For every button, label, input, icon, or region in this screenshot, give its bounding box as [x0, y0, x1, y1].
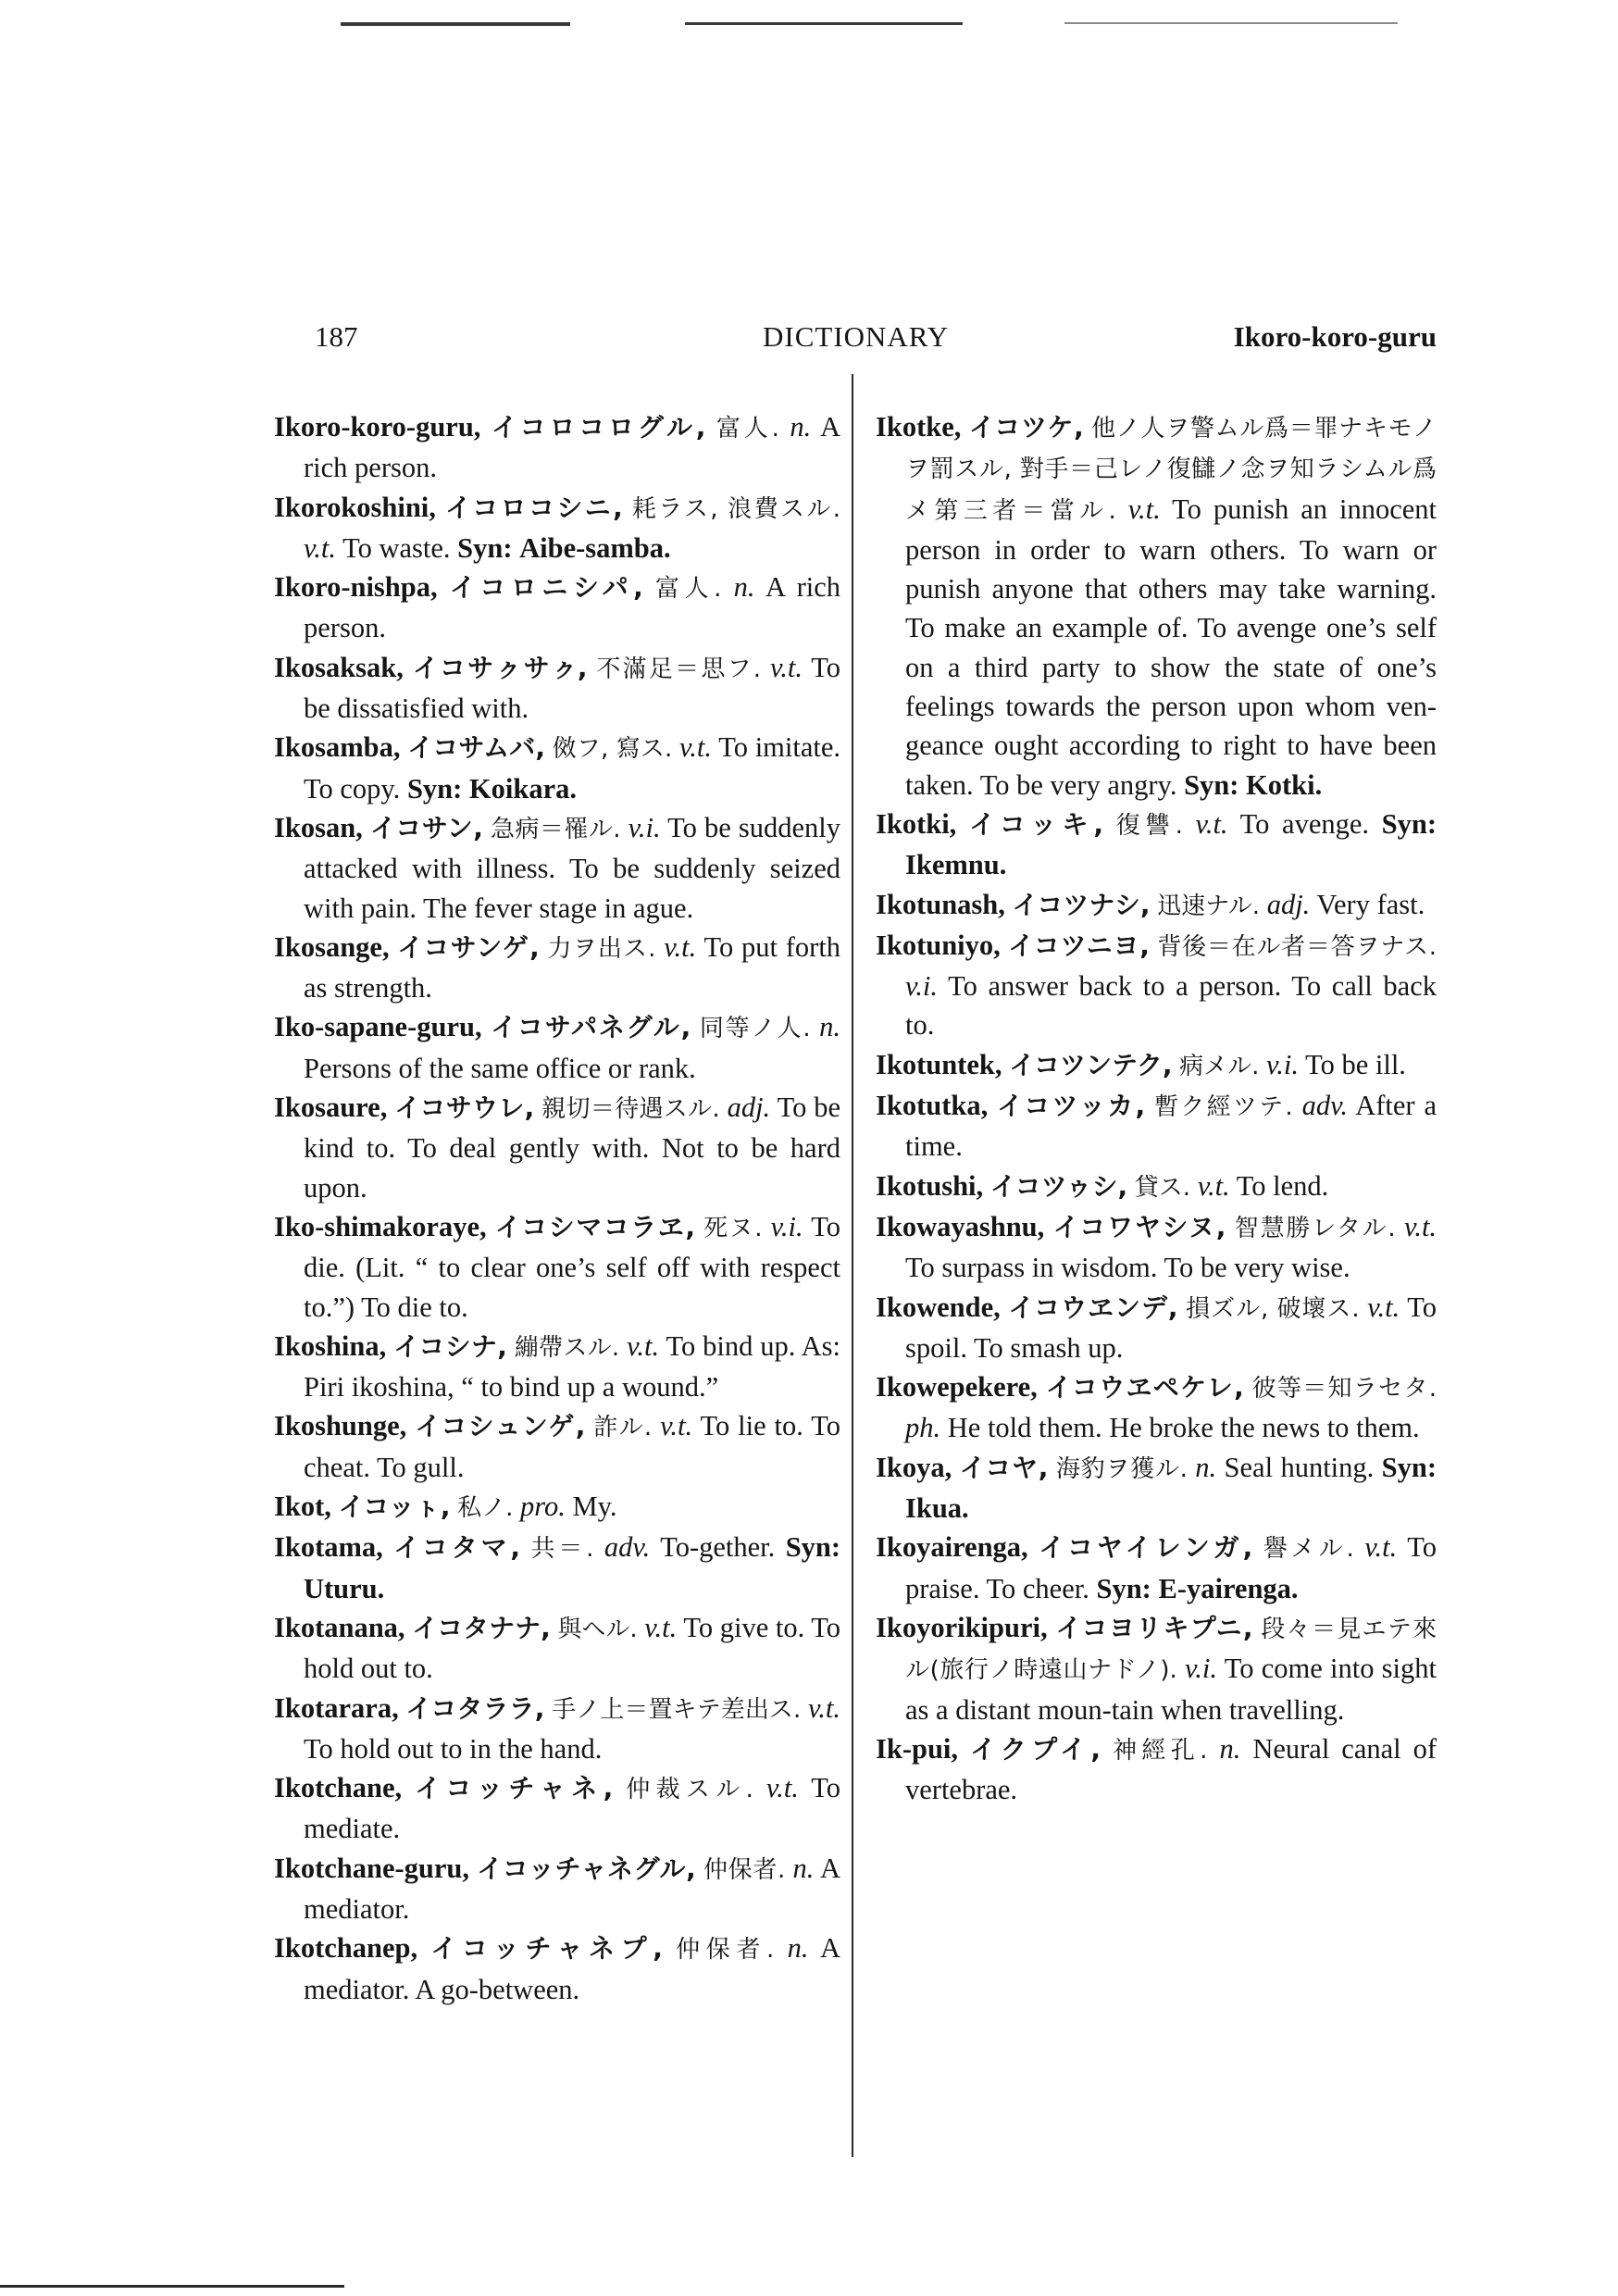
japanese-gloss: 私ノ. — [457, 1494, 514, 1523]
definition: To lie to. To cheat. To gull. — [304, 1410, 841, 1483]
part-of-speech: v.t. — [627, 1329, 660, 1362]
headword: Ikosaure, — [274, 1092, 388, 1124]
part-of-speech: v.i. — [905, 970, 938, 1003]
japanese-gloss: 親切＝待遇スル. — [541, 1095, 720, 1124]
japanese-gloss: 死ヌ. — [703, 1214, 763, 1242]
left-column — [274, 407, 840, 2009]
headword: Ikotarara, — [274, 1691, 399, 1724]
japanese-gloss: 背後＝在ル者＝答ヲナス. — [1157, 932, 1437, 961]
definition: To give to. To hold out to. — [304, 1611, 841, 1685]
katakana-reading: イコツゥシ, — [989, 1170, 1128, 1202]
definition: A rich person. — [304, 411, 841, 484]
page-number: 187 — [315, 320, 358, 353]
part-of-speech: v.t. — [1127, 493, 1161, 525]
katakana-reading: イコサㇰサㇰ, — [412, 652, 588, 683]
katakana-reading: イコヨリキプニ, — [1055, 1612, 1253, 1643]
part-of-speech: v.t. — [678, 731, 712, 764]
katakana-reading: イコツナシ, — [1012, 889, 1151, 920]
guide-word: Ikoro-koro-guru — [1233, 320, 1437, 353]
headword: Ikosan, — [274, 811, 363, 843]
headword: Ikotunash, — [876, 888, 1005, 920]
dictionary-entry — [876, 1528, 1437, 1608]
headword: Ikoro-nishpa, — [274, 571, 438, 604]
dictionary-entry — [876, 805, 1437, 885]
katakana-reading: イコロコシニ, — [444, 492, 623, 523]
definition: To mediate. — [304, 1772, 841, 1845]
definition: To be kind to. To deal gently with. Not to be hard upon. — [304, 1092, 841, 1204]
katakana-reading: イコツンテク, — [1009, 1049, 1173, 1080]
japanese-gloss: 不滿足＝思フ. — [596, 655, 762, 683]
dictionary-entry — [876, 885, 1437, 926]
dictionary-entry — [274, 407, 840, 488]
japanese-gloss: 智慧勝レタル. — [1234, 1214, 1396, 1242]
japanese-gloss: 段々＝見エテ來ル(旅行ノ時遠山ナドノ). — [905, 1615, 1438, 1685]
definition: To answer back to a person. To call back to. — [905, 970, 1438, 1042]
katakana-reading: イコタマ, — [393, 1532, 521, 1564]
running-title: DICTIONARY — [763, 320, 950, 353]
japanese-gloss: 共＝. — [530, 1535, 594, 1564]
headword: Ikotutka, — [876, 1090, 989, 1122]
definition: To avenge. — [1239, 807, 1370, 840]
headword: Ikotuniyo, — [876, 929, 1001, 961]
japanese-gloss: 手ノ上＝置キテ差出ス. — [552, 1695, 802, 1724]
definition: Neural canal of vertebrae. — [905, 1732, 1438, 1806]
part-of-speech: v.i. — [770, 1210, 803, 1242]
synonym-label: Syn: — [457, 531, 513, 564]
dictionary-entry — [274, 1327, 840, 1407]
katakana-reading: イコロニシパ, — [449, 572, 643, 604]
katakana-reading: イコサパネグル, — [491, 1012, 691, 1043]
synonym-label: Syn: — [406, 772, 463, 805]
synonym-label: Syn: — [1096, 1572, 1151, 1604]
part-of-speech: v.t. — [304, 531, 336, 564]
part-of-speech: v.t. — [808, 1691, 840, 1724]
page-header — [309, 320, 1437, 363]
japanese-gloss: 繃帶スル. — [514, 1333, 620, 1362]
japanese-gloss: 彼等＝知ラセタ. — [1251, 1375, 1438, 1404]
part-of-speech: v.i. — [1185, 1653, 1218, 1685]
headword: Ikowayashnu, — [876, 1210, 1045, 1242]
synonym: E-yairenga. — [1158, 1572, 1299, 1604]
synonym-label: Syn: — [1184, 768, 1239, 801]
headword: Ikotchane-guru, — [274, 1852, 469, 1884]
katakana-reading: イコツッカ, — [997, 1091, 1146, 1122]
synonym: Kotki. — [1246, 768, 1323, 801]
japanese-gloss: 詐ル. — [593, 1414, 653, 1442]
headword: Ikoro-koro-guru, — [274, 411, 481, 443]
katakana-reading: イコッチャネグル, — [477, 1853, 696, 1884]
part-of-speech: n. — [733, 571, 755, 604]
japanese-gloss: 他ノ人ヲ警ムル爲＝罪ナキモノヲ罰スル, 對手＝己レノ復讎ノ念ヲ知ラシムル爲メ第三者＝當ル. — [905, 415, 1438, 525]
dictionary-entry — [274, 1007, 840, 1088]
headword: Ikorokoshini, — [274, 491, 436, 523]
part-of-speech: n. — [1219, 1732, 1241, 1765]
japanese-gloss: 傚フ, 寫ス. — [552, 735, 673, 764]
katakana-reading: イコタナナ, — [412, 1612, 551, 1643]
synonym: Ikemnu. — [905, 849, 1007, 881]
headword: Ikotama, — [274, 1531, 383, 1564]
dictionary-entry — [876, 1288, 1437, 1368]
definition: To bind up. As: Piri ikoshina, “ to bind up a wound.” — [304, 1329, 841, 1404]
part-of-speech: v.i. — [628, 811, 661, 843]
definition: To be ill. — [1305, 1048, 1406, 1080]
dictionary-entry — [274, 1406, 840, 1487]
japanese-gloss: 富人. — [655, 575, 722, 604]
dictionary-entry — [876, 1086, 1437, 1167]
definition: To lend. — [1236, 1169, 1329, 1202]
japanese-gloss: 損ズル, 破壞ス. — [1186, 1294, 1360, 1323]
headword: Ikoshina, — [274, 1329, 387, 1362]
dictionary-entry — [876, 1608, 1437, 1729]
definition: To waste. — [342, 531, 451, 564]
definition: Seal hunting. — [1224, 1451, 1375, 1483]
japanese-gloss: 貸ス. — [1134, 1173, 1191, 1202]
katakana-reading: イコワヤシヌ, — [1052, 1211, 1226, 1242]
definition: My. — [572, 1491, 617, 1523]
japanese-gloss: 急病＝罹ル. — [490, 815, 621, 843]
headword: Ikotuntek, — [876, 1048, 1002, 1080]
dictionary-entry — [274, 928, 840, 1008]
headword: Ikot, — [274, 1491, 331, 1523]
japanese-gloss: 仲保者. — [703, 1855, 786, 1884]
column-divider — [852, 374, 853, 2157]
katakana-reading: イコッㇳ, — [338, 1491, 451, 1523]
katakana-reading: イコサンゲ, — [397, 931, 540, 963]
katakana-reading: イコシマコラヱ, — [494, 1211, 695, 1242]
synonym: Koikara. — [468, 772, 577, 805]
part-of-speech: n. — [1195, 1451, 1217, 1483]
katakana-reading: イコッチャネ, — [415, 1773, 614, 1804]
definition: A mediator. — [304, 1852, 841, 1925]
part-of-speech: v.t. — [1364, 1531, 1398, 1564]
japanese-gloss: 耗ラス, 浪費スル. — [631, 494, 841, 523]
definition: A mediator. A go-between. — [304, 1932, 841, 2005]
dictionary-entry — [876, 926, 1437, 1045]
headword: Ikotchane, — [274, 1772, 403, 1804]
definition: To put forth as strength. — [304, 930, 841, 1004]
headword: Ikoya, — [876, 1451, 952, 1483]
japanese-gloss: 暫ク經ツテ. — [1154, 1093, 1293, 1122]
japanese-gloss: 復讐. — [1115, 811, 1183, 840]
part-of-speech: n. — [792, 1852, 815, 1884]
definition: To hold out to in the hand. — [304, 1732, 603, 1765]
japanese-gloss: 神經孔. — [1113, 1736, 1208, 1765]
part-of-speech: n. — [787, 1932, 809, 1965]
definition: He told them. He broke the news to them. — [947, 1412, 1420, 1444]
definition: Very fast. — [1316, 888, 1425, 920]
headword: Ikoyorikipuri, — [876, 1611, 1048, 1643]
headword: Ikotki, — [876, 807, 957, 840]
part-of-speech: adv. — [604, 1531, 651, 1564]
japanese-gloss: 富人. — [716, 415, 779, 443]
definition: To be dissatisfied with. — [304, 651, 841, 725]
dictionary-entry — [274, 1528, 840, 1608]
katakana-reading: イコツケ, — [968, 412, 1084, 443]
part-of-speech: n. — [819, 1011, 841, 1043]
definition: To punish an innocent person in order to warn others. To warn or punish anyone that others may take warning. To make an example of. To avenge one’s self on a third party to show the state of one’s feelings towards the person upon whom ven-geance ought according to right to have been taken. To be very angry. — [905, 493, 1438, 801]
japanese-gloss: 與ヘル. — [557, 1615, 638, 1643]
katakana-reading: イコッチャネプ, — [430, 1933, 663, 1965]
headword: Ikowende, — [876, 1291, 1001, 1323]
definition: To imitate. To copy. — [304, 731, 841, 805]
part-of-speech: v.t. — [765, 1772, 799, 1804]
katakana-reading: イコシナ, — [393, 1330, 507, 1362]
katakana-reading: イコヤ, — [959, 1452, 1049, 1483]
dictionary-entry — [274, 1207, 840, 1327]
dictionary-entry — [274, 808, 840, 928]
dictionary-entry — [274, 1487, 840, 1528]
definition: To die. (Lit. “ to clear one’s self off with respect to.”) To die to. — [304, 1210, 841, 1323]
headword: Ikosaksak, — [274, 651, 404, 683]
dictionary-entry — [274, 568, 840, 648]
synonym: Aibe-samba. — [519, 531, 671, 564]
dictionary-entry — [876, 1207, 1437, 1288]
headword: Iko-sapane-guru, — [274, 1011, 482, 1043]
katakana-reading: イコサムバ, — [407, 732, 545, 764]
japanese-gloss: 譽メル. — [1263, 1535, 1354, 1564]
definition: Persons of the same office or rank. — [304, 1052, 696, 1084]
dictionary-entry — [274, 488, 840, 568]
definition: A rich person. — [304, 571, 841, 644]
top-rule — [685, 22, 963, 25]
part-of-speech: v.t. — [1404, 1210, 1438, 1242]
katakana-reading: イコツニヨ, — [1008, 930, 1150, 961]
dictionary-entry — [876, 1045, 1437, 1086]
katakana-reading: イコシュンゲ, — [415, 1411, 586, 1442]
synonym-label: Syn: — [785, 1531, 841, 1564]
dictionary-entry — [274, 1928, 840, 2009]
part-of-speech: n. — [790, 411, 812, 443]
katakana-reading: イコロコログル, — [491, 412, 706, 443]
dictionary-entry — [274, 728, 840, 808]
dictionary-entry — [876, 407, 1437, 805]
dictionary-entry — [274, 648, 840, 729]
definition: After a time. — [905, 1090, 1438, 1163]
japanese-gloss: 仲保者. — [676, 1936, 775, 1965]
part-of-speech: adj. — [727, 1092, 771, 1124]
headword: Ikosamba, — [274, 731, 401, 764]
katakana-reading: イコタララ, — [405, 1692, 545, 1724]
japanese-gloss: 仲裁スル. — [626, 1776, 753, 1804]
part-of-speech: ph. — [905, 1412, 941, 1444]
japanese-gloss: 力ヲ出ス. — [547, 934, 656, 963]
japanese-gloss: 迅速ナル. — [1157, 892, 1261, 920]
japanese-gloss: 同等ノ人. — [699, 1015, 811, 1043]
japanese-gloss: 海豹ヲ獲ル. — [1055, 1454, 1188, 1483]
part-of-speech: v.t. — [1367, 1291, 1400, 1323]
part-of-speech: v.t. — [1197, 1169, 1230, 1202]
definition: To surpass in wisdom. To be very wise. — [905, 1252, 1350, 1284]
katakana-reading: イコサン, — [369, 812, 483, 843]
synonym-label: Syn: — [1381, 807, 1438, 840]
dictionary-entry — [274, 1849, 840, 1929]
headword: Ikowepekere, — [876, 1371, 1038, 1404]
headword: Ikotchanep, — [274, 1932, 418, 1965]
top-rule — [1064, 22, 1398, 24]
part-of-speech: v.t. — [1195, 807, 1228, 840]
dictionary-entry — [274, 1088, 840, 1207]
right-column — [876, 407, 1437, 1809]
katakana-reading: イコウヱンデ, — [1008, 1292, 1178, 1323]
headword: Ikosange, — [274, 930, 390, 963]
dictionary-entry — [274, 1689, 840, 1769]
dictionary-entry — [876, 1729, 1437, 1810]
headword: Ik-pui, — [876, 1732, 959, 1765]
part-of-speech: adj. — [1266, 888, 1311, 920]
headword: Iko-shimakoraye, — [274, 1210, 487, 1242]
part-of-speech: adv. — [1301, 1090, 1349, 1122]
part-of-speech: v.t. — [644, 1611, 678, 1643]
katakana-reading: イコウヱペケレ, — [1045, 1372, 1244, 1404]
headword: Ikotke, — [876, 411, 962, 443]
part-of-speech: v.t. — [664, 930, 697, 963]
katakana-reading: イクプイ, — [970, 1733, 1101, 1765]
headword: Ikoyairenga, — [876, 1531, 1028, 1564]
definition: To be suddenly attacked with illness. To be suddenly seized with pain. The fever stage in ague. — [304, 811, 841, 924]
part-of-speech: v.i. — [1266, 1048, 1299, 1080]
katakana-reading: イコサウレ, — [394, 1092, 535, 1124]
part-of-speech: v.t. — [769, 651, 803, 683]
synonym: Uturu. — [304, 1572, 385, 1604]
dictionary-entry — [876, 1448, 1437, 1529]
part-of-speech: v.t. — [660, 1410, 693, 1442]
bottom-rule — [0, 2285, 344, 2288]
part-of-speech: pro. — [519, 1491, 566, 1523]
katakana-reading: イコッキ, — [968, 808, 1103, 840]
dictionary-entry — [274, 1768, 840, 1849]
definition: To praise. To cheer. — [905, 1531, 1438, 1604]
definition: To come into sight as a distant moun-tain when travelling. — [905, 1653, 1438, 1726]
definition: To-gether. — [660, 1531, 776, 1564]
headword: Ikoshunge, — [274, 1410, 407, 1442]
dictionary-entry — [876, 1367, 1437, 1448]
synonym-label: Syn: — [1381, 1451, 1438, 1483]
top-rule — [341, 22, 570, 26]
dictionary-entry — [274, 1608, 840, 1689]
headword: Ikotanana, — [274, 1611, 405, 1643]
japanese-gloss: 病メル. — [1179, 1052, 1260, 1080]
headword: Ikotushi, — [876, 1169, 984, 1202]
synonym: Ikua. — [905, 1492, 969, 1525]
definition: To spoil. To smash up. — [905, 1291, 1438, 1364]
katakana-reading: イコヤイレンガ, — [1039, 1532, 1253, 1564]
dictionary-entry — [876, 1167, 1437, 1207]
